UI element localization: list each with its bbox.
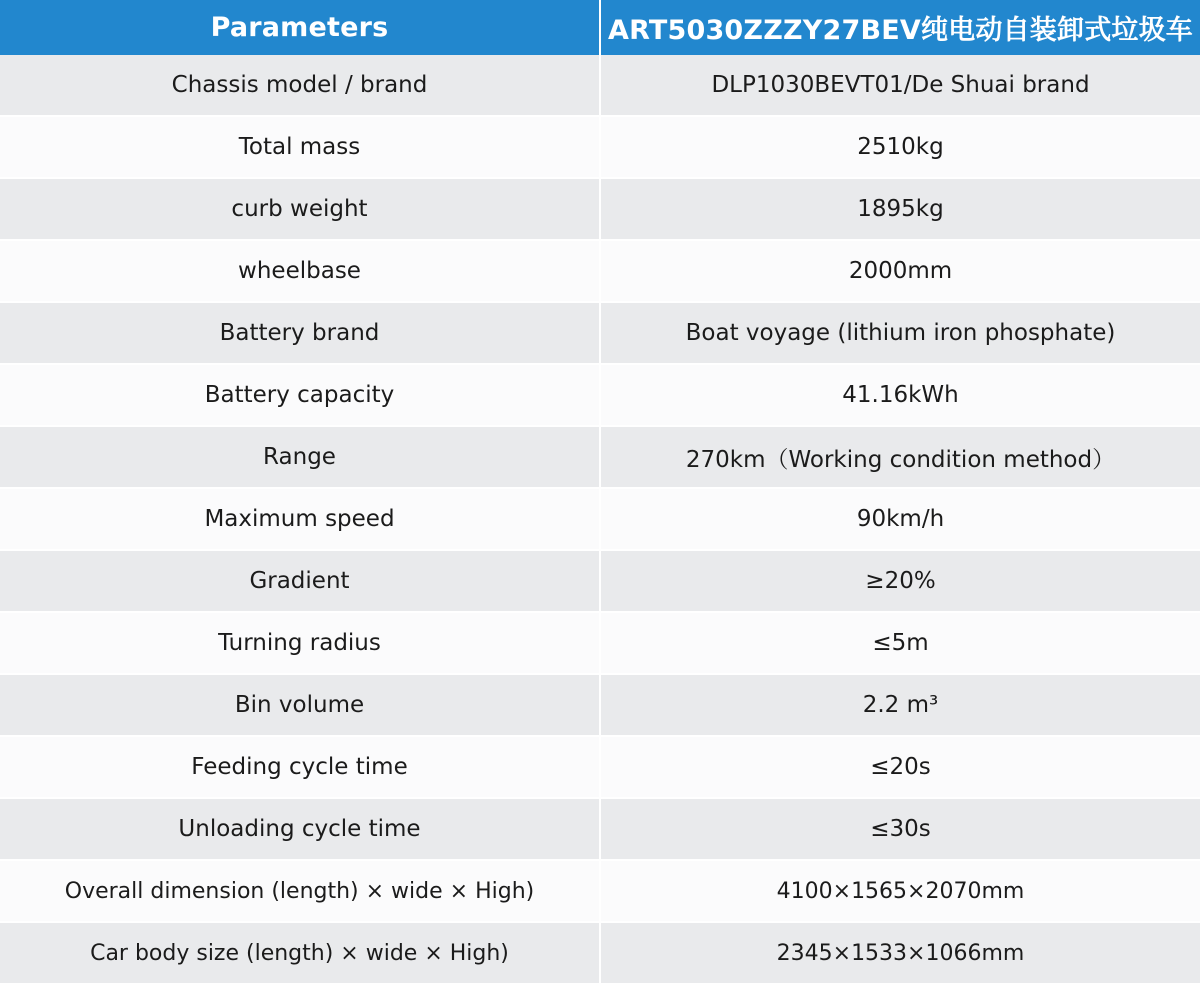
cell-value: DLP1030BEVT01/De Shuai brand xyxy=(600,55,1200,116)
cell-parameter: curb weight xyxy=(0,178,600,240)
cell-value: 4100×1565×2070mm xyxy=(600,860,1200,922)
table-row xyxy=(0,860,1200,922)
table-row xyxy=(0,612,1200,674)
table-row xyxy=(0,55,1200,116)
column-header-model: ART5030ZZZY27BEV纯电动自装卸式垃圾车 xyxy=(600,0,1200,55)
cell-parameter: Overall dimension (length) × wide × High) xyxy=(0,860,600,922)
cell-value: 90km/h xyxy=(600,488,1200,550)
cell-value: 2000mm xyxy=(600,240,1200,302)
table-header-row xyxy=(0,0,1200,55)
cell-parameter: Turning radius xyxy=(0,612,600,674)
cell-value: Boat voyage (lithium iron phosphate) xyxy=(600,302,1200,364)
table-row xyxy=(0,798,1200,860)
table-row xyxy=(0,488,1200,550)
cell-value: 270km（Working condition method） xyxy=(600,426,1200,488)
table-header xyxy=(0,0,1200,55)
table-row xyxy=(0,550,1200,612)
cell-value: ≤20s xyxy=(600,736,1200,798)
cell-parameter: Car body size (length) × wide × High) xyxy=(0,922,600,983)
table-row xyxy=(0,178,1200,240)
cell-parameter: Chassis model / brand xyxy=(0,55,600,116)
cell-parameter: Feeding cycle time xyxy=(0,736,600,798)
column-header-parameters: Parameters xyxy=(0,0,600,55)
cell-parameter: Range xyxy=(0,426,600,488)
table-row xyxy=(0,302,1200,364)
cell-parameter: Bin volume xyxy=(0,674,600,736)
table-row xyxy=(0,736,1200,798)
table-row xyxy=(0,240,1200,302)
table-row xyxy=(0,426,1200,488)
cell-value: 2345×1533×1066mm xyxy=(600,922,1200,983)
cell-value: ≤5m xyxy=(600,612,1200,674)
cell-parameter: Battery brand xyxy=(0,302,600,364)
table-row xyxy=(0,674,1200,736)
cell-value: 2510kg xyxy=(600,116,1200,178)
cell-parameter: Unloading cycle time xyxy=(0,798,600,860)
cell-parameter: Battery capacity xyxy=(0,364,600,426)
cell-parameter: Total mass xyxy=(0,116,600,178)
table-row xyxy=(0,364,1200,426)
cell-parameter: Maximum speed xyxy=(0,488,600,550)
table-row xyxy=(0,116,1200,178)
table-row xyxy=(0,922,1200,983)
cell-parameter: Gradient xyxy=(0,550,600,612)
cell-value: ≥20% xyxy=(600,550,1200,612)
cell-value: ≤30s xyxy=(600,798,1200,860)
cell-value: 2.2 m³ xyxy=(600,674,1200,736)
cell-parameter: wheelbase xyxy=(0,240,600,302)
cell-value: 1895kg xyxy=(600,178,1200,240)
table-body xyxy=(0,55,1200,983)
cell-value: 41.16kWh xyxy=(600,364,1200,426)
